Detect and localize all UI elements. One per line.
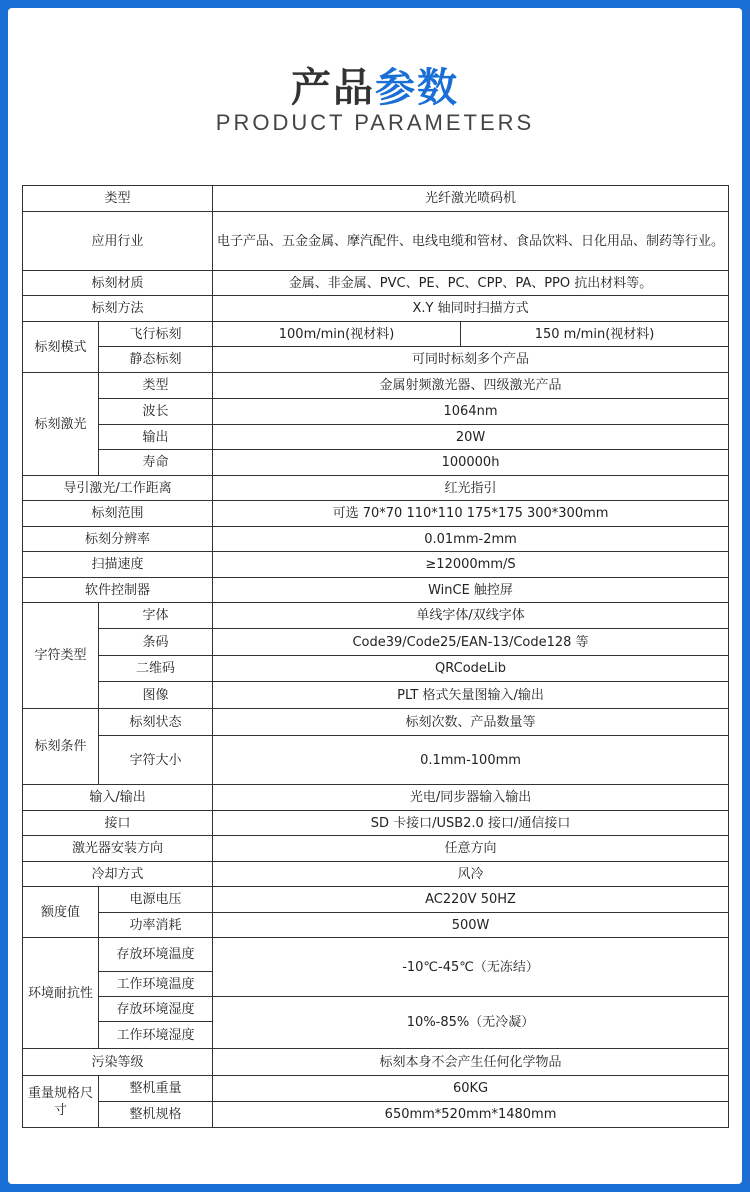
sub-label: 工作环境温度 xyxy=(99,972,213,997)
sub-label: 存放环境湿度 xyxy=(99,997,213,1022)
table-row xyxy=(23,629,729,656)
table-row xyxy=(23,656,729,682)
group-label: 字符类型 xyxy=(23,603,99,709)
table-row xyxy=(23,271,729,296)
row-value: 任意方向 xyxy=(213,836,729,862)
title-part-b: 参数 xyxy=(375,65,459,111)
row-value: 100m/min(视材料) xyxy=(213,322,461,347)
page-subtitle: PRODUCT PARAMETERS xyxy=(215,110,535,135)
row-value: 500W xyxy=(213,913,729,938)
group-label: 重量规格尺寸 xyxy=(23,1076,99,1128)
row-value: 60KG xyxy=(213,1076,729,1102)
row-label: 应用行业 xyxy=(23,212,213,271)
row-value: 光电/同步器输入输出 xyxy=(213,785,729,811)
sub-label: 字体 xyxy=(99,603,213,629)
sub-label: 类型 xyxy=(99,373,213,399)
sub-label: 图像 xyxy=(99,682,213,709)
table-row xyxy=(23,501,729,527)
row-value: 风冷 xyxy=(213,862,729,887)
row-value: 10%-85%（无冷凝） xyxy=(213,997,729,1049)
table-row xyxy=(23,603,729,629)
sub-label: 二维码 xyxy=(99,656,213,682)
row-value: SD 卡接口/USB2.0 接口/通信接口 xyxy=(213,811,729,836)
sub-label: 电源电压 xyxy=(99,887,213,913)
row-value: ≥12000mm/S xyxy=(213,552,729,578)
table-row xyxy=(23,322,729,347)
group-label: 标刻模式 xyxy=(23,322,99,373)
row-value: 可选 70*70 110*110 175*175 300*300mm xyxy=(213,501,729,527)
group-label: 标刻条件 xyxy=(23,709,99,785)
table-row xyxy=(23,709,729,736)
table-row xyxy=(23,552,729,578)
row-value: AC220V 50HZ xyxy=(213,887,729,913)
row-value: 100000h xyxy=(213,450,729,476)
row-value: WinCE 触控屏 xyxy=(213,578,729,603)
row-label: 软件控制器 xyxy=(23,578,213,603)
table-row xyxy=(23,997,729,1022)
sub-label: 飞行标刻 xyxy=(99,322,213,347)
table-row xyxy=(23,373,729,399)
row-label: 标刻材质 xyxy=(23,271,213,296)
row-value: 150 m/min(视材料) xyxy=(461,322,729,347)
table-row xyxy=(23,836,729,862)
row-label: 冷却方式 xyxy=(23,862,213,887)
row-value: 20W xyxy=(213,425,729,450)
row-value: 金属射频激光器、四级激光产品 xyxy=(213,373,729,399)
page-title xyxy=(8,56,742,113)
table-row xyxy=(23,527,729,552)
row-value: 标刻本身不会产生任何化学物品 xyxy=(213,1049,729,1076)
table-row xyxy=(23,736,729,785)
row-value: QRCodeLib xyxy=(213,656,729,682)
row-value: 光纤激光喷码机 xyxy=(213,186,729,212)
table-row xyxy=(23,399,729,425)
row-value: 标刻次数、产品数量等 xyxy=(213,709,729,736)
sub-label: 条码 xyxy=(99,629,213,656)
table-row xyxy=(23,682,729,709)
row-value: 0.1mm-100mm xyxy=(213,736,729,785)
sub-label: 寿命 xyxy=(99,450,213,476)
table-row xyxy=(23,296,729,322)
table-row xyxy=(23,425,729,450)
sub-label: 字符大小 xyxy=(99,736,213,785)
group-label: 环境耐抗性 xyxy=(23,938,99,1049)
row-label: 导引激光/工作距离 xyxy=(23,476,213,501)
row-label: 标刻分辨率 xyxy=(23,527,213,552)
table-row xyxy=(23,785,729,811)
table-row xyxy=(23,811,729,836)
row-label: 接口 xyxy=(23,811,213,836)
sub-label: 输出 xyxy=(99,425,213,450)
row-value: PLT 格式矢量图输入/输出 xyxy=(213,682,729,709)
table-row xyxy=(23,212,729,271)
table-row xyxy=(23,347,729,373)
row-value: 红光指引 xyxy=(213,476,729,501)
row-label: 扫描速度 xyxy=(23,552,213,578)
table-row xyxy=(23,186,729,212)
row-value: 可同时标刻多个产品 xyxy=(213,347,729,373)
row-label: 激光器安装方向 xyxy=(23,836,213,862)
row-value: X.Y 轴同时扫描方式 xyxy=(213,296,729,322)
sub-label: 静态标刻 xyxy=(99,347,213,373)
spec-table xyxy=(22,185,729,1128)
table-row xyxy=(23,476,729,501)
table-row xyxy=(23,1049,729,1076)
sub-label: 存放环境温度 xyxy=(99,938,213,972)
sub-label: 工作环境湿度 xyxy=(99,1022,213,1049)
sub-label: 整机规格 xyxy=(99,1102,213,1128)
row-label: 标刻范围 xyxy=(23,501,213,527)
row-value: 电子产品、五金金属、摩汽配件、电线电缆和管材、食品饮料、日化用品、制药等行业。 xyxy=(213,212,729,271)
table-row xyxy=(23,578,729,603)
table-row xyxy=(23,1076,729,1102)
table-row xyxy=(23,862,729,887)
row-value: 0.01mm-2mm xyxy=(213,527,729,552)
row-value: -10℃-45℃（无冻结） xyxy=(213,938,729,997)
row-value: 1064nm xyxy=(213,399,729,425)
row-value: Code39/Code25/EAN-13/Code128 等 xyxy=(213,629,729,656)
table-row xyxy=(23,887,729,913)
row-label: 标刻方法 xyxy=(23,296,213,322)
table-row xyxy=(23,450,729,476)
group-label: 标刻激光 xyxy=(23,373,99,476)
table-row xyxy=(23,938,729,972)
row-value: 单线字体/双线字体 xyxy=(213,603,729,629)
sub-label: 功率消耗 xyxy=(99,913,213,938)
sub-label: 标刻状态 xyxy=(99,709,213,736)
table-row xyxy=(23,1102,729,1128)
title-part-a: 产品 xyxy=(291,65,375,111)
row-value: 金属、非金属、PVC、PE、PC、CPP、PA、PPO 抗出材料等。 xyxy=(213,271,729,296)
row-label: 输入/输出 xyxy=(23,785,213,811)
row-label: 类型 xyxy=(23,186,213,212)
row-value: 650mm*520mm*1480mm xyxy=(213,1102,729,1128)
parameters-card xyxy=(8,8,742,1184)
group-label: 额度值 xyxy=(23,887,99,938)
sub-label: 整机重量 xyxy=(99,1076,213,1102)
row-label: 污染等级 xyxy=(23,1049,213,1076)
sub-label: 波长 xyxy=(99,399,213,425)
table-row xyxy=(23,913,729,938)
